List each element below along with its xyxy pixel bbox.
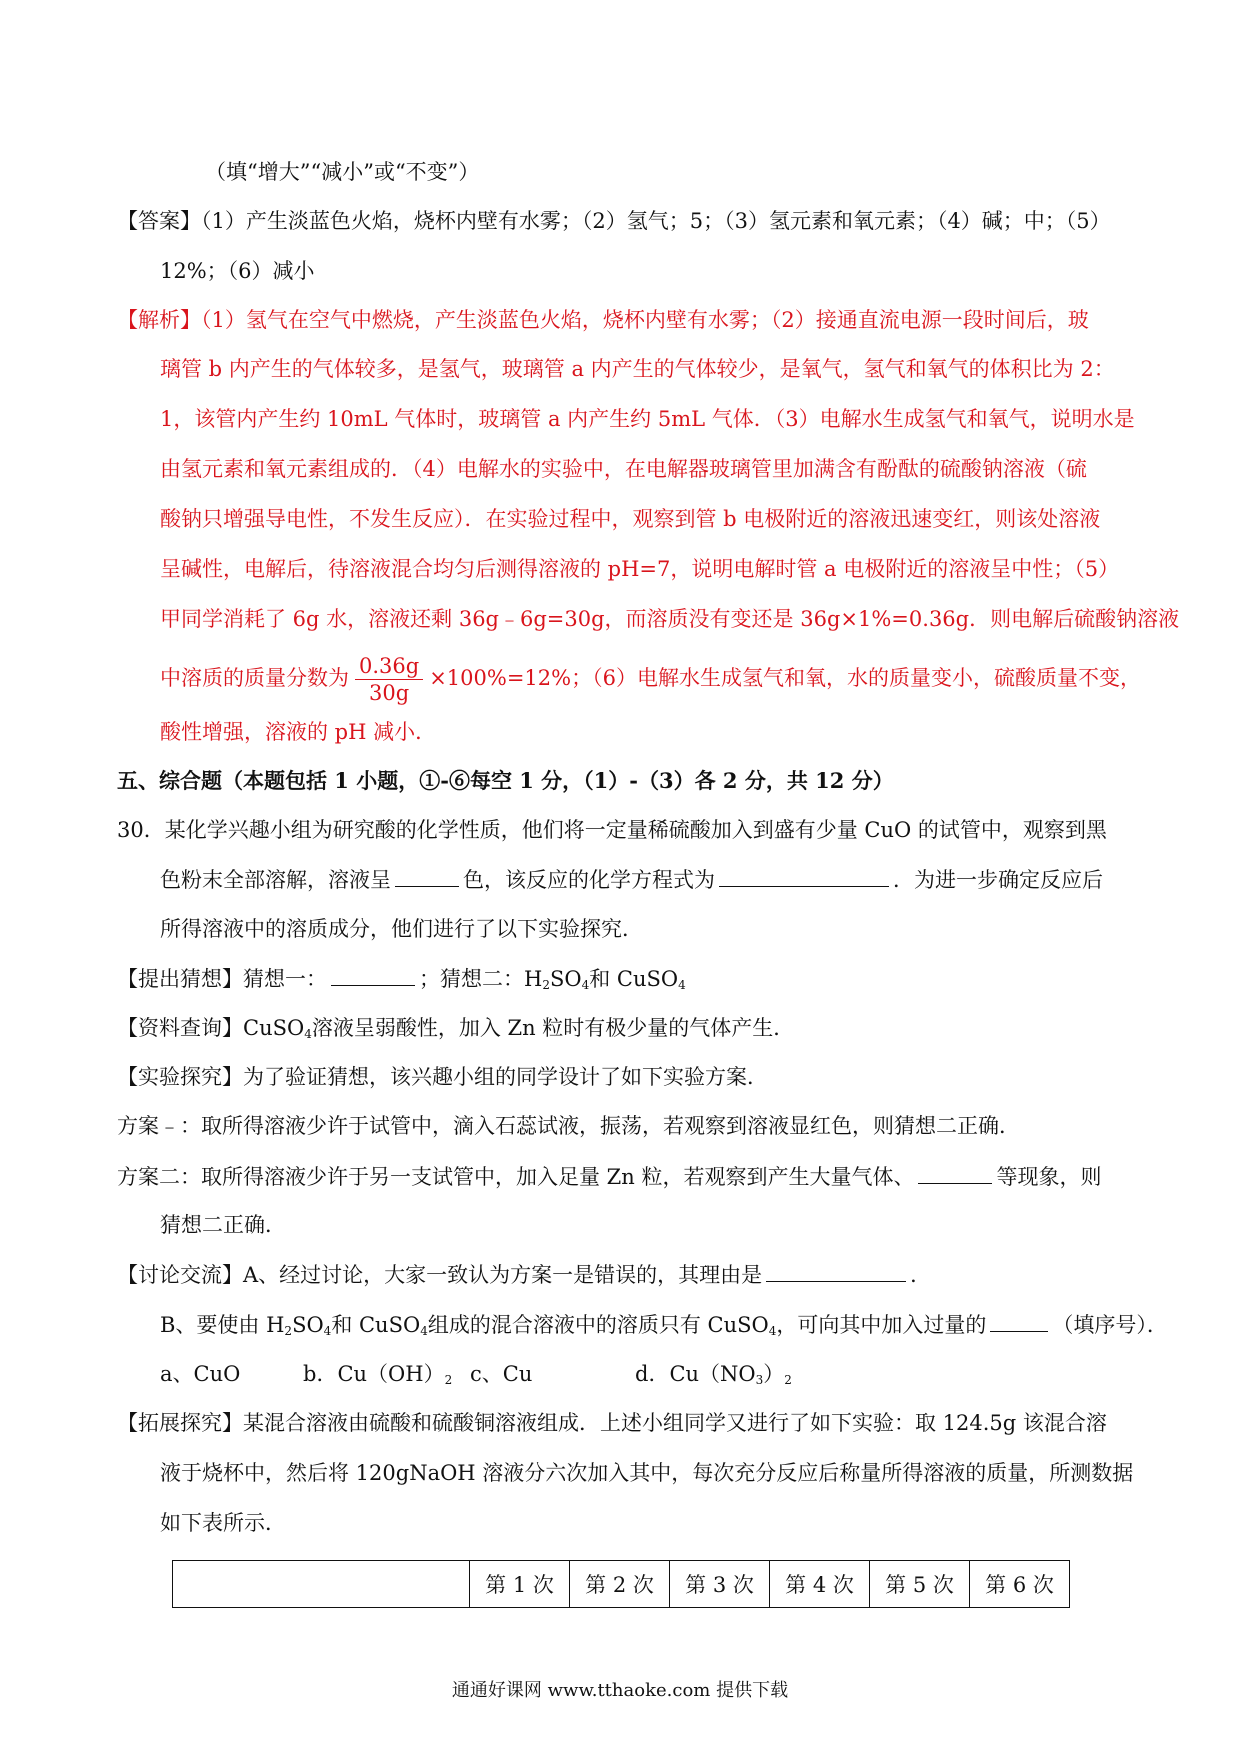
data-table xyxy=(172,1560,1070,1608)
option-b-text: b．Cu（OH） xyxy=(303,1362,445,1386)
table-header-cell: 第 2 次 xyxy=(570,1561,670,1608)
guess-text-d: 和 CuSO xyxy=(589,967,679,991)
table-header-cell: 第 5 次 xyxy=(870,1561,970,1608)
analysis-line-7: 甲同学消耗了 6g 水，溶液还剩 36g﹣6g=30g，而溶质没有变还是 36g×1%=0.36g．则电解后硫酸钠溶液 xyxy=(160,607,1180,631)
analysis-text-8b: ×100%=12%；（6）电解水生成氢气和氧，水的质量变小，硫酸质量不变， xyxy=(429,666,1141,690)
analysis-line-9: 酸性增强，溶液的 pH 减小． xyxy=(160,720,437,744)
table-header-row xyxy=(173,1561,1070,1608)
analysis-text-8a: 中溶质的质量分数为 xyxy=(160,666,349,690)
option-d xyxy=(635,1359,792,1395)
info-text-b: 溶液呈弱酸性，加入 Zn 粒时有极少量的气体产生． xyxy=(311,1016,795,1040)
q30-text-2a: 色粉末全部溶解，溶液呈 xyxy=(160,868,391,892)
guess-line xyxy=(117,963,686,1000)
mass-fraction xyxy=(355,653,423,706)
answer-tag: 【答案】 xyxy=(117,209,201,233)
table-header-cell: 第 4 次 xyxy=(770,1561,870,1608)
discuss-line-b xyxy=(160,1309,1168,1346)
fill-hint: （填“增大”“减小”或“不变”） xyxy=(205,160,480,184)
info-line xyxy=(117,1013,794,1049)
section-heading: 五、综合题（本题包括 1 小题，①-⑥每空 1 分，（1）-（3）各 2 分，共 12 分） xyxy=(117,768,894,793)
analysis-tag: 【解析】 xyxy=(117,308,201,332)
analysis-line-1 xyxy=(117,305,1089,335)
answer-line-2: 12%；（6）减小 xyxy=(160,259,315,283)
page-footer: 通通好课网 www.tthaoke.com 提供下载 xyxy=(451,1680,789,1701)
equation-blank[interactable] xyxy=(719,864,889,887)
b-text-c: 和 CuSO xyxy=(331,1313,421,1337)
subscript-2: 2 xyxy=(784,1373,792,1387)
fraction-numerator: 0.36g xyxy=(355,653,423,680)
plan-two-text-b: 等现象，则 xyxy=(996,1165,1102,1189)
analysis-text-1: （1）氢气在空气中燃烧，产生淡蓝色火焰，烧杯内壁有水雾；（2）接通直流电源一段时间后，玻 xyxy=(201,308,1089,332)
b-text-b: SO xyxy=(292,1313,324,1337)
subscript-4: 4 xyxy=(420,1324,428,1338)
q30-text-2b: 色，该反应的化学方程式为 xyxy=(463,868,715,892)
discuss-text-a: 【讨论交流】A、经过讨论，大家一致认为方案一是错误的，其理由是 xyxy=(117,1263,763,1287)
option-b xyxy=(303,1359,452,1395)
reason-blank[interactable] xyxy=(766,1259,906,1282)
analysis-line-3: 1，该管内产生约 10mL 气体时，玻璃管 a 内产生约 5mL 气体．（3）电解水生成氢气和氧气，说明水是 xyxy=(160,407,1135,431)
explore-line: 【实验探究】为了验证猜想，该兴趣小组的同学设计了如下实验方案． xyxy=(117,1065,768,1089)
subscript-3: 3 xyxy=(755,1373,764,1387)
table-header-cell: 第 3 次 xyxy=(670,1561,770,1608)
info-text-a: 【资料查询】CuSO xyxy=(117,1016,305,1040)
subscript-4: 4 xyxy=(323,1324,332,1338)
extension-line-1: 【拓展探究】某混合溶液由硫酸和硫酸铜溶液组成．上述小组同学又进行了如下实验：取 124.5g 该混合溶 xyxy=(117,1411,1107,1435)
subscript-4: 4 xyxy=(678,978,686,992)
analysis-line-8 xyxy=(160,650,1141,706)
subscript-4: 4 xyxy=(304,1027,312,1041)
subscript-4: 4 xyxy=(768,1324,777,1338)
extension-line-2: 液于烧杯中，然后将 120gNaOH 溶液分六次加入其中，每次充分反应后称量所得溶液的质量，所测数据 xyxy=(160,1461,1134,1485)
b-text-d: 组成的混合溶液中的溶质只有 CuSO xyxy=(427,1313,769,1337)
q30-text-2c: ．为进一步确定反应后 xyxy=(893,868,1103,892)
guess-text-b: ；猜想二：H xyxy=(419,967,543,991)
table-header-cell: 第 1 次 xyxy=(470,1561,570,1608)
question-30-line-2 xyxy=(160,864,1103,895)
option-c: c、Cu xyxy=(470,1362,533,1386)
option-d-text: d．Cu（NO xyxy=(635,1362,756,1386)
option-blank[interactable] xyxy=(990,1309,1048,1332)
guess-one-blank[interactable] xyxy=(331,963,415,986)
plan-one-line: 方案﹣：取所得溶液少许于试管中，滴入石蕊试液，振荡，若观察到溶液显红色，则猜想二正确． xyxy=(117,1114,1020,1138)
b-text-e: ，可向其中加入过量的 xyxy=(776,1313,987,1337)
analysis-line-4: 由氢元素和氧元素组成的．（4）电解水的实验中，在电解器玻璃管里加满含有酚酞的硫酸钠溶液（硫 xyxy=(160,457,1087,481)
subscript-2: 2 xyxy=(284,1324,293,1338)
color-blank[interactable] xyxy=(395,864,459,887)
analysis-line-6: 呈碱性，电解后，待溶液混合均匀后测得溶液的 pH=7，说明电解时管 a 电极附近的溶液呈中性；（5） xyxy=(160,557,1120,581)
guess-text-a: 【提出猜想】猜想一： xyxy=(117,967,327,991)
question-30-line-1: 30．某化学兴趣小组为研究酸的化学性质，他们将一定量稀硫酸加入到盛有少量 CuO 的试管中，观察到黑 xyxy=(117,818,1107,842)
b-text-a: B、要使由 H xyxy=(160,1313,285,1337)
table-header-cell: 第 6 次 xyxy=(970,1561,1070,1608)
fraction-denominator: 30g xyxy=(369,681,410,705)
analysis-line-5: 酸钠只增强导电性，不发生反应）．在实验过程中，观察到管 b 电极附近的溶液迅速变红，则该处溶液 xyxy=(160,507,1101,531)
question-30-line-3: 所得溶液中的溶质成分，他们进行了以下实验探究． xyxy=(160,917,643,941)
plan-two-line-1 xyxy=(117,1161,1101,1192)
guess-text-c: SO xyxy=(549,967,582,991)
subscript-2: 2 xyxy=(542,978,550,992)
option-a: a、CuO xyxy=(160,1362,241,1386)
extension-line-3: 如下表所示． xyxy=(160,1511,286,1535)
plan-two-line-2: 猜想二正确． xyxy=(160,1213,286,1237)
answer-text-1: （1）产生淡蓝色火焰，烧杯内壁有水雾；（2）氢气；5；（3）氢元素和氧元素；（4）碱；中；（5） xyxy=(201,209,1111,233)
discuss-text-b: ． xyxy=(910,1263,932,1287)
option-d-text-2: ） xyxy=(763,1362,785,1386)
table-header-cell xyxy=(173,1561,470,1608)
discuss-line-a xyxy=(117,1259,931,1290)
subscript-4: 4 xyxy=(581,978,590,992)
b-text-f: （填序号）． xyxy=(1052,1313,1168,1337)
phenomenon-blank[interactable] xyxy=(918,1161,992,1184)
analysis-line-2: 璃管 b 内产生的气体较多，是氢气，玻璃管 a 内产生的气体较少，是氧气，氢气和氧气的体积比为 2： xyxy=(160,357,1115,381)
plan-two-text-a: 方案二：取所得溶液少许于另一支试管中，加入足量 Zn 粒，若观察到产生大量气体、 xyxy=(117,1165,915,1189)
subscript-2: 2 xyxy=(444,1373,453,1387)
answer-line-1 xyxy=(117,206,1111,236)
